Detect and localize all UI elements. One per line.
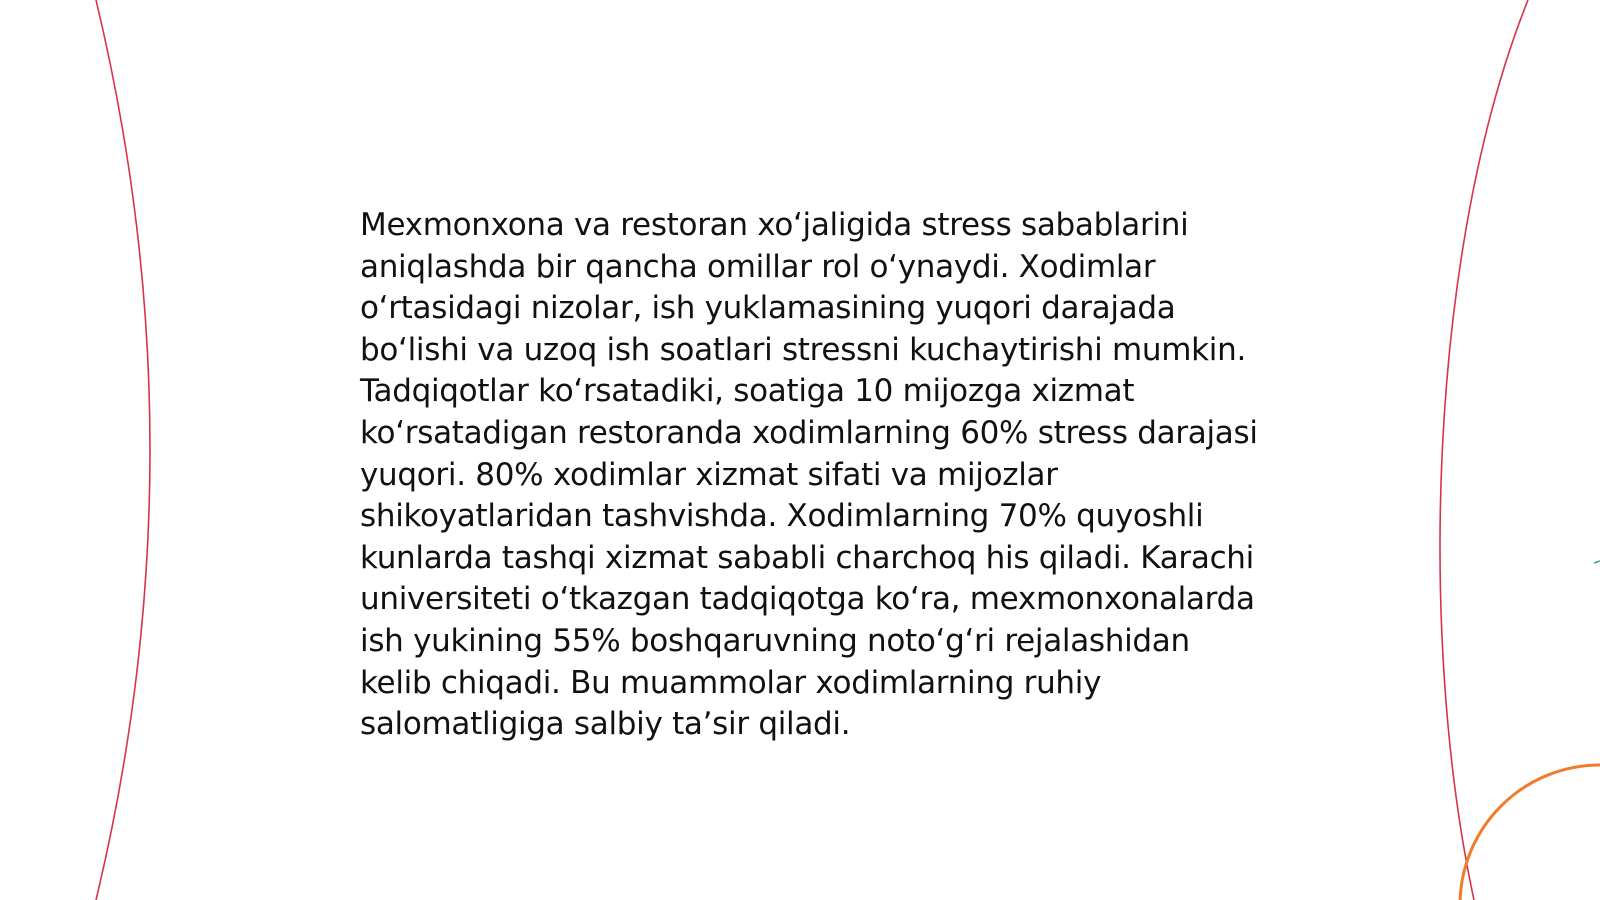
left-curve	[96, 0, 150, 900]
green-tick-decor	[1594, 561, 1600, 563]
orange-circle-decor	[1460, 765, 1600, 900]
right-curve	[1440, 0, 1528, 900]
body-paragraph: Mexmonxona va restoran xo‘jaligida stress sabablarini aniqlashda bir qancha omillar rol o‘ynaydi. Xodimlar o‘rtasidagi nizolar, ish yuklamasining yuqori darajada bo‘lishi va uzoq ish soatlari stressni kuchaytirishi mumkin. Tadqiqotlar ko‘rsatadiki, soatiga 10 mijozga xizmat ko‘rsatadigan restoranda xodimlarning 60% stress darajasi yuqori. 80% xodimlar xizmat sifati va mijozlar shikoyatlaridan tashvishda. Xodimlarning 70% quyoshli kunlarda tashqi xizmat sababli charchoq his qiladi. Karachi universiteti o‘tkazgan tadqiqotga ko‘ra, mexmonxonalarda ish yukining 55% boshqaruvning noto‘g‘ri rejalashidan kelib chiqadi. Bu muammolar xodimlarning ruhiy salomatligiga salbiy ta’sir qiladi.	[360, 207, 1258, 743]
